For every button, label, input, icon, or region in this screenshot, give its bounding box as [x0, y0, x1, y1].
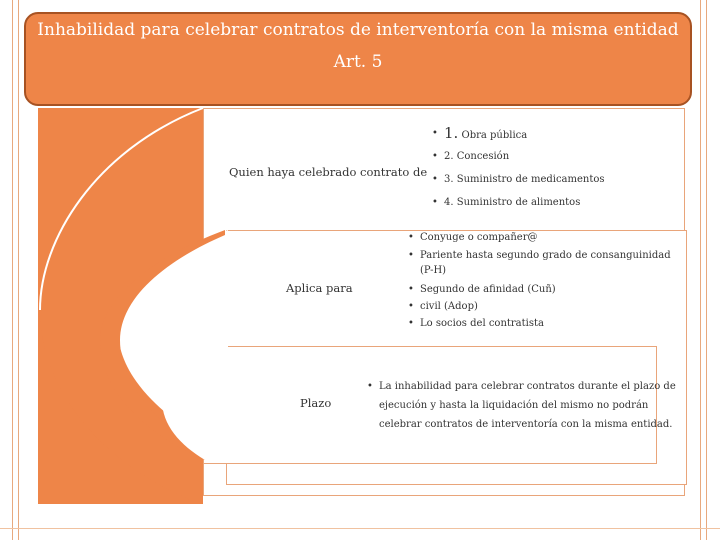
page-title: Inhabilidad para celebrar contratos de interventoría con la misma entidad [37, 20, 679, 40]
list-item: • Conyuge o compañer@ [408, 229, 678, 246]
row-label-plazo: Plazo [300, 396, 332, 410]
list-item: • civil (Adop) [408, 298, 678, 315]
list-item: • La inhabilidad para celebrar contratos durante el plazo de ejecución y hasta la liquidación del mismo no podrán celebrar contratos de interventoría con la misma entidad. [367, 377, 681, 434]
page-subtitle: Art. 5 [333, 52, 383, 72]
list-contratos [432, 122, 682, 214]
list-plazo [367, 377, 681, 434]
list-item: • Pariente hasta segundo grado de consanguinidad (P-H) [408, 248, 678, 278]
list-item: • 3. Suministro de medicamentos [432, 168, 682, 191]
row-label-aplica: Aplica para [286, 281, 353, 295]
list-item-number: 1. [444, 124, 459, 142]
list-item: • 4. Suministro de alimentos [432, 191, 682, 214]
list-item: • Lo socios del contratista [408, 315, 678, 332]
list-item [432, 122, 682, 145]
list-item: • 2. Concesión [432, 145, 682, 168]
list-item-text: Obra pública [461, 130, 528, 141]
list-aplica [408, 229, 678, 332]
row-label-contrato: Quien haya celebrado contrato de [229, 165, 428, 179]
list-item: • Segundo de afinidad (Cuñ) [408, 281, 678, 298]
